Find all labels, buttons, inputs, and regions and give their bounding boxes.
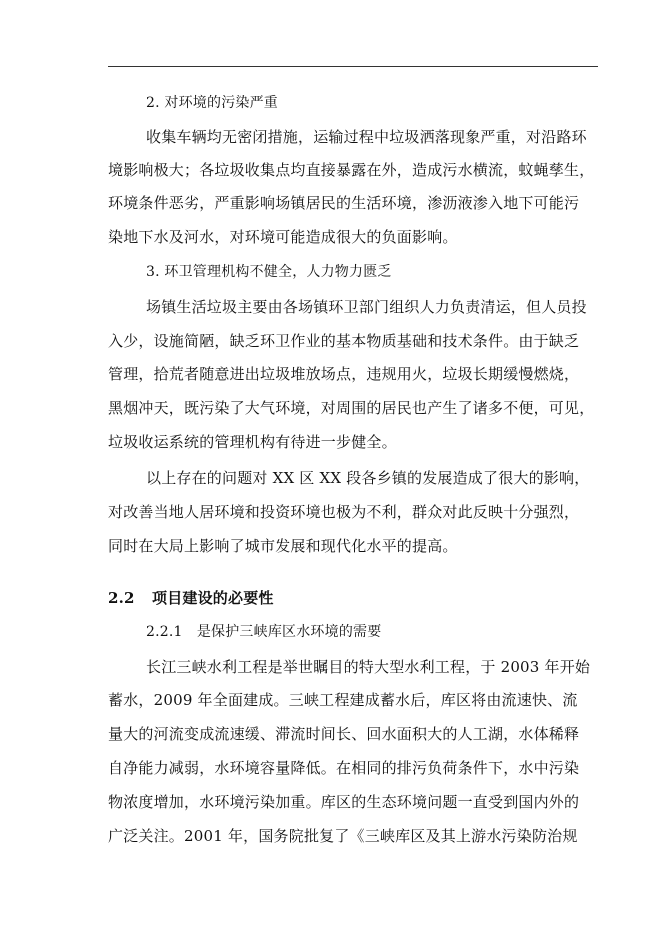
paragraph-line: 物浓度增加，水环境污染加重。库区的生态环境问题一直受到国内外的 bbox=[108, 793, 580, 811]
paragraph-line: 环境条件恶劣，严重影响场镇居民的生活环境，渗沥液渗入地下可能污 bbox=[108, 194, 580, 212]
paragraph-line: 染地下水及河水，对环境可能造成很大的负面影响。 bbox=[108, 228, 458, 246]
section-number: 2.2 bbox=[108, 589, 135, 607]
section-title: 项目建设的必要性 bbox=[152, 589, 274, 607]
paragraph-line: 以上存在的问题对 XX 区 XX 段各乡镇的发展造成了很大的影响， bbox=[146, 469, 590, 487]
paragraph-line: 自净能力减弱，水环境容量降低。在相同的排污负荷条件下，水中污染 bbox=[108, 759, 580, 777]
paragraph-line: 场镇生活垃圾主要由各场镇环卫部门组织人力负责清运，但人员投 bbox=[146, 298, 587, 316]
heading-pollution: 2. 对环境的污染严重 bbox=[146, 95, 279, 111]
paragraph-line: 收集车辆均无密闭措施，运输过程中垃圾洒落现象严重，对沿路环 bbox=[146, 128, 587, 146]
paragraph-line: 对改善当地人居环境和投资环境也极为不利，群众对此反映十分强烈， bbox=[108, 503, 580, 521]
paragraph-line: 蓄水，2009 年全面建成。三峡工程建成蓄水后，库区将由流速快、流 bbox=[108, 691, 578, 709]
paragraph-line: 管理，拾荒者随意进出垃圾堆放场点，违规用火，垃圾长期缓慢燃烧， bbox=[108, 365, 580, 383]
paragraph-line: 黑烟冲天，既污染了大气环境，对周围的居民也产生了诸多不便，可见， bbox=[108, 399, 595, 417]
paragraph-line: 境影响极大；各垃圾收集点均直接暴露在外，造成污水横流，蚊蝇孳生， bbox=[108, 161, 595, 179]
paragraph-line: 入少，设施简陋，缺乏环卫作业的基本物质基础和技术条件。由于缺乏 bbox=[108, 332, 580, 350]
heading-management: 3. 环卫管理机构不健全，人力物力匮乏 bbox=[146, 264, 392, 280]
paragraph-line: 量大的河流变成流速缓、滞流时间长、回水面积大的人工湖，水体稀释 bbox=[108, 725, 580, 743]
paragraph-line: 同时在大局上影响了城市发展和现代化水平的提高。 bbox=[108, 537, 458, 555]
paragraph-line: 广泛关注。2001 年，国务院批复了《三峡库区及其上游水污染防治规 bbox=[108, 827, 578, 845]
header-rule bbox=[108, 66, 598, 67]
subsection-heading: 2.2.1 是保护三峡库区水环境的需要 bbox=[146, 624, 382, 640]
paragraph-line: 垃圾收运系统的管理机构有待进一步健全。 bbox=[108, 433, 397, 451]
paragraph-line: 长江三峡水利工程是举世瞩目的特大型水利工程，于 2003 年开始 bbox=[146, 658, 591, 676]
